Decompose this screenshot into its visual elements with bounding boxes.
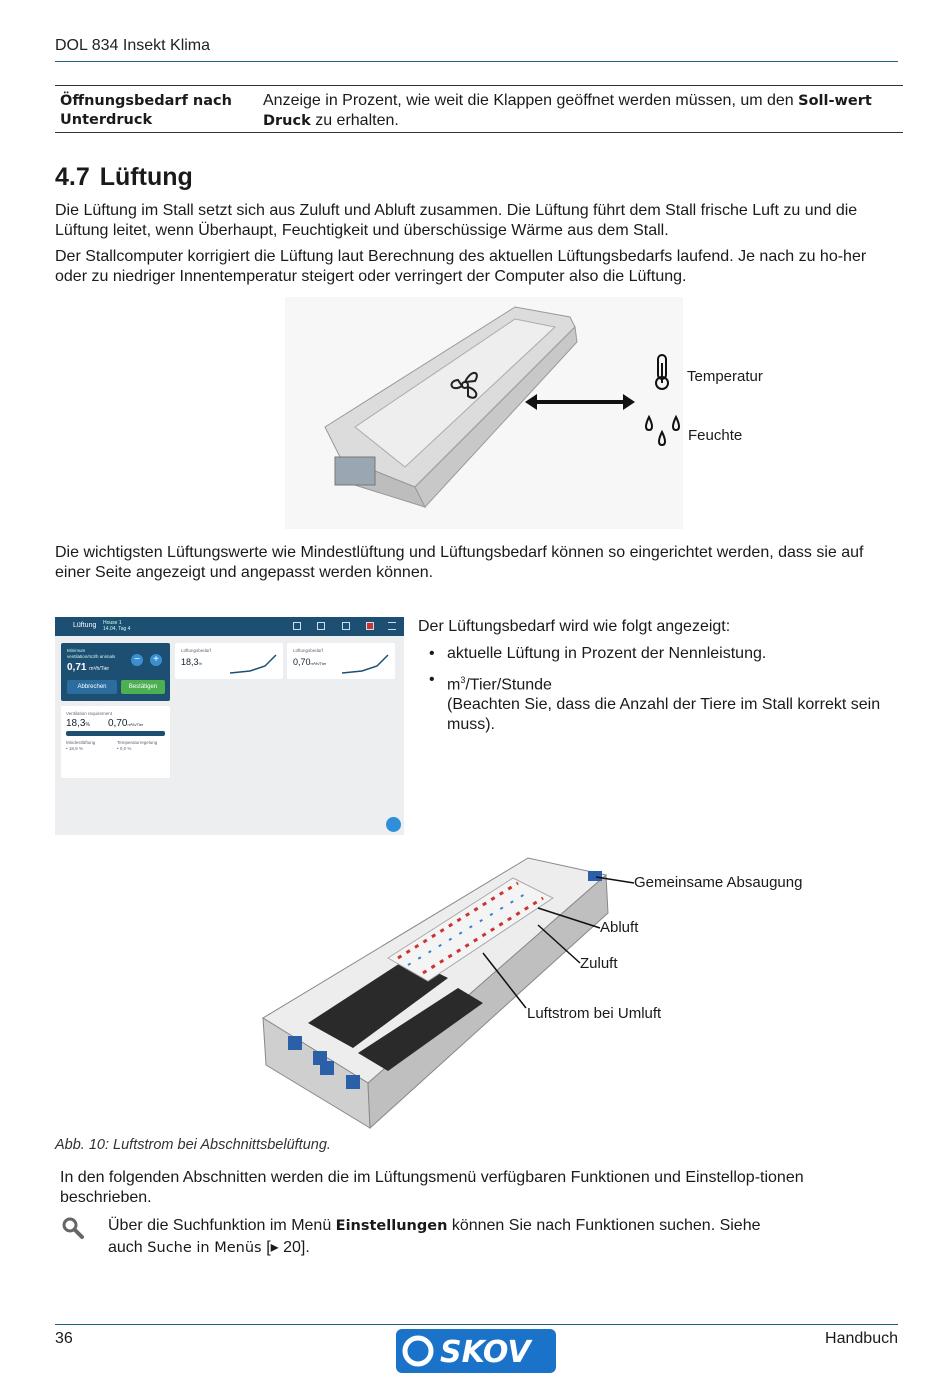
mini1-value-number: 18,3 (181, 657, 199, 667)
tip-link[interactable]: Suche in Menüs (142, 1240, 267, 1256)
section-title: Lüftung (99, 163, 193, 191)
footer-label: Handbuch (825, 1330, 898, 1347)
label-humidity: Feuchte (688, 427, 743, 444)
mini2-label: Lüftungsbedarf (293, 648, 324, 653)
paragraph-computer: Der Stallcomputer korrigiert die Lüftung laut Berechnung des aktuellen Lüftungsbedarfs laufend. Je nach zu ho-her oder zu niedriger Innentemperatur steigert oder verringert der Computer also die Lüftung. (55, 248, 867, 285)
paragraph-following: In den folgenden Abschnitten werden die im Lüftungsmenü verfügbaren Funktionen und Einstellop-tionen beschrieben. (60, 1169, 804, 1206)
card-value-number: 0,71 (67, 662, 87, 673)
requirement-card (61, 706, 170, 778)
mini1-value-unit: % (198, 661, 203, 666)
callout-recirculation: Luftstrom bei Umluft (527, 1005, 662, 1022)
card-label (67, 648, 115, 660)
bedarf-intro: Der Lüftungsbedarf wird wie folgt angezeigt: (418, 618, 731, 635)
tip-settings-bold: Einstellungen (335, 1218, 448, 1234)
bedarf-note: (Beachten Sie, dass die Anzahl der Tiere im Stall korrekt sein muss). (447, 696, 881, 734)
tip-prefix: Über die Suchfunktion im Menü (108, 1217, 336, 1234)
screen-top-bar (55, 617, 404, 636)
mini2-value (293, 657, 326, 667)
paragraph-values: Die wichtigsten Lüftungswerte wie Mindestlüftung und Lüftungsbedarf können so eingerichtet werden, dass sie auf einer Seite angezeigt und angepasst werden können. (55, 544, 864, 581)
screen-house-info (103, 620, 130, 632)
req-progress-bar (66, 731, 165, 736)
req-volume-unit: m³/h/Tier (127, 722, 144, 727)
table-bottom-rule (55, 132, 903, 133)
minus-button[interactable]: − (131, 654, 143, 666)
bedarf-unit-sup: 3 (460, 675, 466, 685)
tip-middle: können Sie nach Funktionen suchen. Siehe (447, 1217, 761, 1234)
card-label-line1: Minimum (67, 648, 86, 653)
definition-text-prefix: Anzeige in Prozent, wie weit die Klappen geöffnet werden müssen, um den (263, 92, 799, 109)
bedarf-list (428, 644, 898, 741)
search-tip (108, 1215, 828, 1259)
document-title: DOL 834 Insekt Klima (55, 37, 211, 54)
callout-common-extraction: Gemeinsame Absaugung (634, 874, 803, 891)
mini2-value-unit: m³/h/Tier (310, 661, 327, 666)
sub1-value: • 18,9 % (66, 746, 83, 751)
bedarf-item-percent: • aktuelle Lüftung in Prozent der Nennleistung. (428, 644, 898, 664)
card-value (67, 662, 109, 673)
sub2-value: • 0,0 % (117, 746, 132, 751)
sub1-label: Mindestlüftung (66, 740, 96, 745)
cancel-button[interactable]: Abbrechen (67, 680, 117, 694)
screen-title: Lüftung (73, 622, 97, 629)
req-volume (108, 718, 143, 729)
req-volume-value: 0,70 (108, 718, 128, 729)
page-number: 36 (55, 1330, 73, 1347)
min-ventilation-card (61, 643, 170, 701)
bedarf-unit-m: m (447, 676, 461, 694)
req-label: Ventilation requirement (66, 711, 113, 716)
section-number: 4.7 (55, 163, 90, 191)
mini2-value-number: 0,70 (293, 657, 311, 667)
screen-date: 14.04, Tag 4 (103, 626, 131, 632)
settings-fab-button[interactable] (386, 817, 401, 832)
paragraph-intro: Die Lüftung im Stall setzt sich aus Zuluft und Abluft zusammen. Die Lüftung führt dem Stall frische Luft zu und die Lüftung leitet, wenn Überhaupt, Feuchtigkeit und überschüssige Wärme aus dem Stall. (55, 202, 858, 239)
card-value-unit: m³/h/Tier (89, 666, 110, 672)
fan-icon (342, 622, 350, 630)
callout-inlet: Zuluft (580, 955, 618, 972)
bedarf-item-volume (428, 670, 898, 735)
definition-text-bold: Soll-wert Druck (263, 93, 872, 129)
section-ventilation-illustration (258, 853, 638, 1130)
definition-text-suffix: zu erhalten. (310, 112, 399, 129)
req-percent-value: 18,3 (66, 718, 86, 729)
label-temperature: Temperatur (687, 368, 763, 385)
definition-term: Öffnungsbedarf nach Unterdruck (60, 93, 232, 128)
sub2-label: Temperaturregelung (117, 740, 158, 745)
mini1-label: Lüftungsbedarf (181, 648, 212, 653)
alarm-icon (366, 622, 374, 630)
mini-card-percent[interactable] (175, 643, 283, 679)
screen-house: House 1 (103, 620, 122, 626)
house-icon (317, 622, 325, 630)
skov-logo (396, 1329, 556, 1373)
confirm-button[interactable]: Bestätigen (121, 680, 165, 694)
figure-caption: Abb. 10: Luftstrom bei Abschnittsbelüftung. (55, 1137, 331, 1153)
header-rule (55, 61, 898, 62)
tip-page-ref[interactable]: [▸ 20]. (266, 1239, 310, 1256)
barn-illustration (285, 297, 683, 529)
menu-icon (388, 622, 396, 630)
svg-text:SKOV: SKOV (440, 1335, 531, 1370)
req-percent-unit: % (85, 722, 90, 728)
plus-button[interactable]: + (150, 654, 162, 666)
definition-text (263, 91, 893, 131)
req-percent (66, 718, 90, 729)
search-icon (61, 1216, 85, 1240)
home-icon (293, 622, 301, 630)
callout-exhaust: Abluft (600, 919, 639, 936)
ventilation-screen-mockup (55, 617, 404, 835)
mini1-value (181, 657, 202, 667)
mini1-sparkline (230, 651, 278, 675)
tip-auch: auch (108, 1239, 143, 1256)
mini-card-volume[interactable] (287, 643, 395, 679)
card-label-line2: ventilation/m3/h animals (67, 654, 116, 659)
bedarf-unit-rest: /Tier/Stunde (465, 676, 552, 694)
section-heading (55, 163, 193, 192)
table-top-rule (55, 85, 903, 86)
mini2-sparkline (342, 651, 390, 675)
footer-rule (55, 1324, 898, 1325)
